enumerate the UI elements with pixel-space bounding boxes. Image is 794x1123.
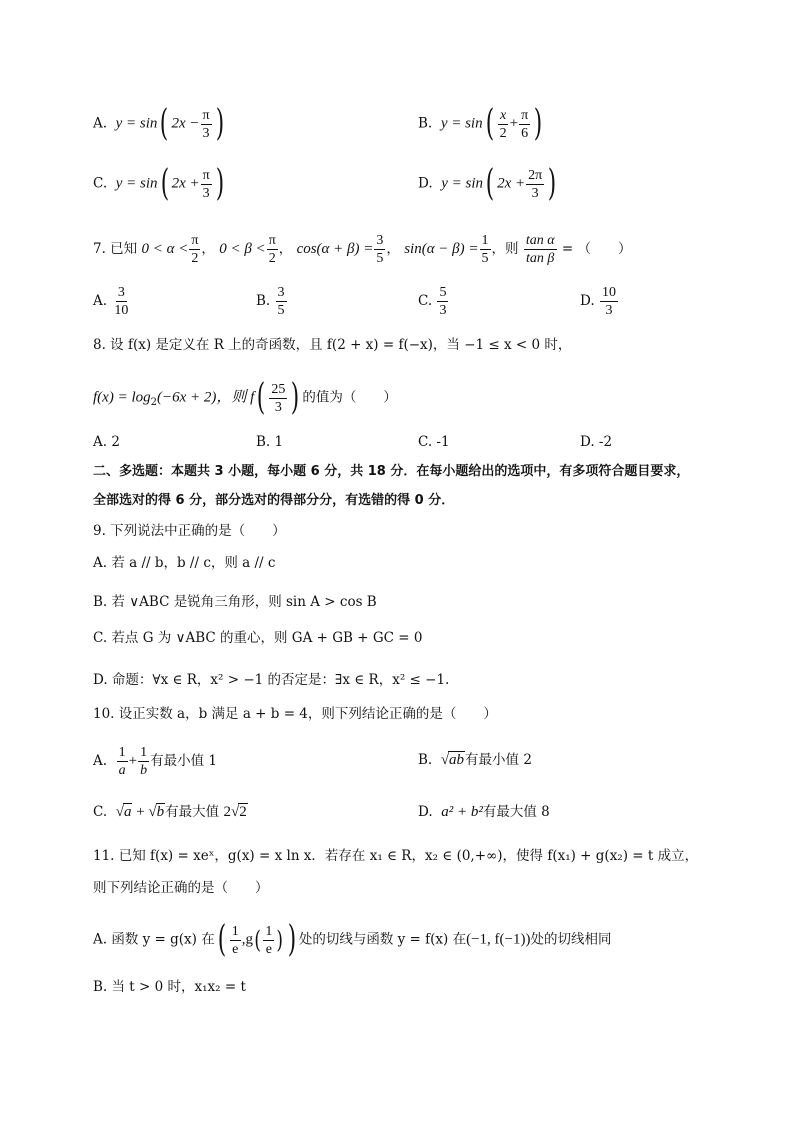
q10-option-a: A. $\frac{1}{a}$ + $\frac{1}{b}$ 有最小值 1 [93,745,217,778]
q7-option-b: B. $\frac{3}{5}$ [256,285,285,318]
q10-stem: 10. 设正实数 a，b 满足 a + b = 4，则下列结论正确的是（ ） [93,706,497,722]
q8-stem-line2: $f(x) = \log_2(-6x + 2)$，则 f( $\frac{25}{3}$ ) 的值为（ ） [93,377,397,418]
q8-option-b: B. 1 [256,434,284,450]
q8-stem-line1: 8. 设 f(x) 是定义在 R 上的奇函数，且 f(2 + x) = f(−x)，当 −1 ≤ x < 0 时， [93,337,572,353]
q8-option-d: D. -2 [580,434,613,450]
q11-option-b: B. 当 t > 0 时，x₁x₂ = t [93,979,246,995]
q6-option-b: B. y = sin( $\frac{x}{2}$ + $\frac{\pi}{6}$ ) [418,103,543,144]
q6-option-d: D. y = sin( 2x + $\frac{2\pi}{3}$ ) [418,163,557,204]
q9-option-d: D. 命题：∀x ∈ R，x² > −1 的否定是：∃x ∈ R，x² ≤ −1. [93,672,450,688]
q9-stem: 9. 下列说法中正确的是（ ） [93,523,286,539]
section-heading-line2: 全部选对的得 6 分，部分选对的得部分分，有选错的得 0 分． [93,493,455,508]
q7-option-d: D. $\frac{10}{3}$ [580,285,616,318]
q7-option-c: C. $\frac{5}{3}$ [418,285,447,318]
q8-option-a: A. 2 [93,434,120,450]
q9-option-a: A. 若 a // b，b // c，则 a // c [93,555,276,571]
q7-option-a: A. $\frac{3}{10}$ [93,285,129,318]
q9-option-b: B. 若 ∨ABC 是锐角三角形，则 sin A > cos B [93,594,377,610]
q9-option-c: C. 若点 G 为 ∨ABC 的重心，则 GA + GB + GC = 0 [93,630,423,646]
q6-option-c: C. y = sin( 2x + $\frac{\pi}{3}$ ) [93,163,224,204]
q10-option-b: B. √ab有最小值 2 [418,752,532,768]
q11-stem-line2: 则下列结论正确的是（ ） [93,880,269,896]
q11-stem-line1: 11. 已知 f(x) = xeˣ，g(x) = x ln x．若存在 x₁ ∈ R，x₂ ∈ (0,+∞)，使得 f(x₁) + g(x₂) = t 成立， [93,848,699,864]
q10-option-d: D. a² + b²有最大值 8 [418,804,550,820]
q7-stem: 7. 已知 0 < α < $\frac{\pi}{2}$ ， 0 < β < $\frac{\pi}{2}$ ， cos(α + β) = $\frac{3}{5}$ ， sin(α − β) = $\frac{1}{5}$ ，则 $\frac{\text{tan α}}{\text{tan β}}$ = （ ） [93,233,632,266]
section-heading-line1: 二、多选题：本题共 3 小题，每小题 6 分，共 18 分．在每小题给出的选项中，有多项符合题目要求， [93,464,690,479]
q6-option-a: A. y = sin( 2x − $\frac{\pi}{3}$ ) [93,103,224,144]
q8-option-c: C. -1 [418,434,450,450]
q11-option-a: A. 函数 y = g(x) 在( $\frac{1}{e}$ ,g( $\frac{1}{e}$ ) ) 处的切线与函数 y = f(x) 在(−1, f(−1))处的切线相同 [93,919,612,960]
q10-option-c: C. √a + √b有最大值 2√2 [93,804,247,820]
